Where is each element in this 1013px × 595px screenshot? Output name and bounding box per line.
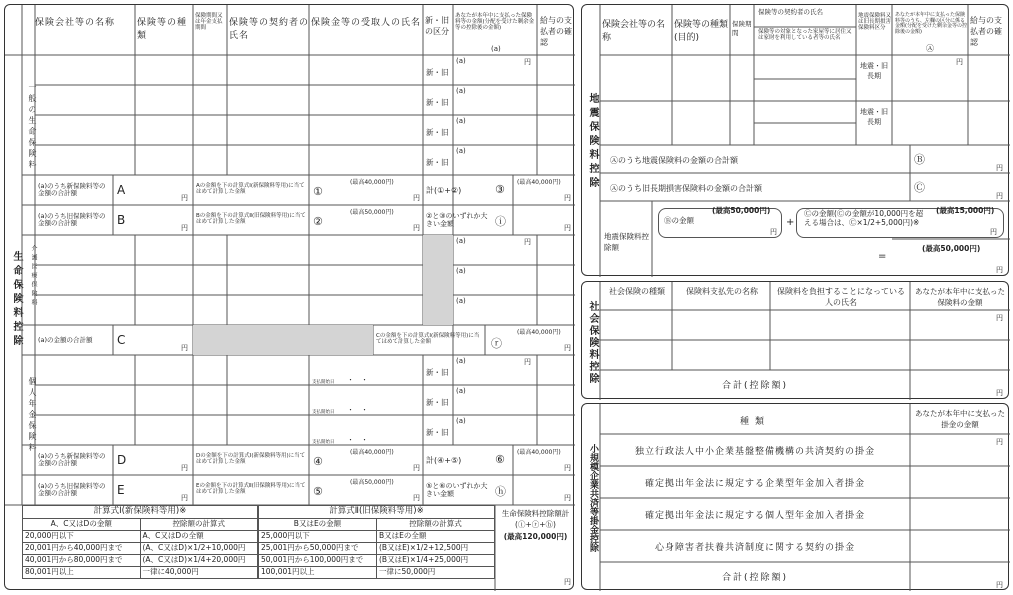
yen-i: 円: [564, 224, 571, 232]
q-sum-b: Ⓐのうち地震保険料の金額の合計額: [610, 156, 738, 165]
q-sum-c: Ⓐのうち旧長期損害保険料の金額の合計額: [610, 184, 762, 193]
formula1-r1-c0: 20,001円から40,000円まで: [23, 542, 141, 554]
row-c-label: (a)の金額の合計額: [38, 336, 93, 344]
choose-23: ②と③のいずれか大きい金額: [426, 212, 488, 228]
q-b-yen: 円: [770, 228, 777, 236]
letter-a: A: [117, 183, 126, 197]
gray-cell-1: [423, 235, 453, 325]
q-b-amount: Ⓑの金額: [664, 216, 694, 225]
formula2-col4: 控除額の計算式: [377, 518, 495, 530]
calc-e: Eの金額を下の計算式Ⅱ(旧保険料等用)に当てはめて計算した金額: [196, 483, 306, 496]
pen2-dots: ・ ・: [347, 406, 368, 414]
q-yen-c: 円: [996, 192, 1003, 200]
pen1-start: 支払開始日: [312, 380, 335, 385]
q-c-formula: Ⓒの金額(Ⓒの金額が10,000円を超える場合は、Ⓒ×1/2+5,000円)※: [804, 209, 924, 227]
row4-new-old[interactable]: 新・旧: [426, 158, 449, 167]
social-section-label: 社会保険料控除: [587, 301, 598, 385]
q-yen-b: 円: [996, 164, 1003, 172]
yen-5: 円: [413, 494, 420, 502]
circle-ha: ⓗ: [495, 485, 506, 498]
formula2-col3: B又はEの金額: [259, 518, 377, 530]
q-kind-1[interactable]: 地震・旧長期: [860, 62, 888, 80]
letter-e: E: [117, 483, 125, 497]
life-section-label: 生命保険料控除: [11, 251, 22, 349]
formula1-col2: 控除額の計算式: [140, 518, 258, 530]
formula1-table: [22, 505, 258, 579]
small-business-panel: [581, 403, 1009, 590]
row1-yen: 円: [524, 58, 531, 66]
formula2-table: [258, 505, 495, 579]
letter-d: D: [117, 453, 127, 467]
hdr-type: 保険等の種類: [137, 18, 188, 41]
hdr-new-old: 新・旧の区分: [425, 16, 449, 36]
med3-a: (a): [456, 297, 466, 305]
hdr-company: 保険会社等の名称: [35, 18, 116, 28]
life-grid: [5, 5, 575, 591]
hdr-payer: 給与の支払者の確認: [540, 16, 572, 47]
circle-ro: ⓡ: [491, 337, 502, 350]
formula1-r3-c1: 一律に40,000円: [140, 566, 258, 578]
sm-total: 合計(控除額): [721, 573, 789, 583]
pen1-a: (a): [456, 357, 466, 365]
max-40000-3: (最高40,000円): [517, 179, 561, 186]
letter-b: B: [117, 213, 126, 227]
total-deduction-label: 生命保険料控除額計(ⓘ+ⓡ+ⓗ): [501, 509, 570, 529]
circle-i: ⓘ: [495, 215, 506, 228]
yen-6: 円: [564, 464, 571, 472]
total-45: 計(④+⑤): [426, 456, 462, 465]
sm-total-yen: 円: [996, 581, 1003, 589]
pen2-new-old[interactable]: 新・旧: [426, 398, 449, 407]
q-equal: =: [878, 251, 887, 262]
yen-ha: 円: [564, 494, 571, 502]
yen-3: 円: [564, 194, 571, 202]
pen1-dots: ・ ・: [347, 376, 368, 384]
calc-d: Dの金額を下の計算式Ⅰ(新保険料等用)に当てはめて計算した金額: [196, 453, 306, 466]
med1-a: (a): [456, 237, 466, 245]
max-40000-d: (最高40,000円): [350, 449, 394, 456]
pen3-new-old[interactable]: 新・旧: [426, 428, 449, 437]
q-hdr-period: 保険期間: [732, 20, 752, 37]
q-hdr-amount: あなたが本年中に支払った保険料等のうち、左欄の区分に係る金額(分配を受けた剰余金等の控除後の金額): [895, 12, 967, 35]
circle-5: ⑤: [313, 485, 323, 498]
small-section-label: 小規模企業共済等掛金控除: [588, 443, 598, 552]
row-e-yen: 円: [181, 494, 188, 502]
s-hdr-payee: 保険料支払先の名称: [686, 287, 758, 296]
pen3-a: (a): [456, 417, 466, 425]
general-label: 一般の生命保険料: [28, 83, 37, 171]
medical-label: 介護医療保険料: [30, 245, 37, 308]
row-b-yen: 円: [181, 224, 188, 232]
max-50000-2: (最高50,000円): [350, 209, 394, 216]
med1-yen: 円: [524, 238, 531, 246]
pension-label: 個人年金保険料: [28, 377, 37, 454]
med2-a: (a): [456, 267, 466, 275]
row-d-yen: 円: [181, 464, 188, 472]
formula1-r1-c1: (A、C又はD)×1/2+10,000円: [140, 542, 258, 554]
formula2-r0-c1: B又はEの全額: [377, 530, 495, 542]
sm-item-0: 独立行政法人中小企業基盤整備機構の共済契約の掛金: [634, 447, 875, 457]
max-40000-6: (最高40,000円): [517, 449, 561, 456]
formula2-r2-c0: 50,001円から100,000円まで: [259, 554, 377, 566]
formula1-r2-c1: (A、C又はD)×1/4+20,000円: [140, 554, 258, 566]
q-hdr-amount-mark: Ⓐ: [926, 44, 934, 53]
pen2-a: (a): [456, 387, 466, 395]
small-grid: [582, 404, 1010, 591]
q-hdr-company: 保険会社等の名称: [602, 20, 666, 43]
row-a-yen: 円: [181, 194, 188, 202]
max-40000-1: (最高40,000円): [350, 179, 394, 186]
circle-2: ②: [313, 215, 323, 228]
row-c-yen: 円: [181, 344, 188, 352]
earthquake-panel: [581, 4, 1009, 276]
hdr-amount: あなたが本年中に支払った保険料等の金額(分配を受けた剰余金等の控除後の金額): [455, 13, 535, 32]
row3-new-old[interactable]: 新・旧: [426, 128, 449, 137]
formula2-title: 計算式Ⅱ(旧保険料等用)※: [259, 506, 495, 519]
formula1-title: 計算式Ⅰ(新保険料等用)※: [23, 506, 258, 519]
pen1-new-old[interactable]: 新・旧: [426, 368, 449, 377]
row1-a: (a): [456, 57, 466, 65]
calc-b: Bの金額を下の計算式Ⅱ(旧保険料等用)に当てはめて計算した金額: [196, 213, 306, 226]
row2-a: (a): [456, 87, 466, 95]
formula1-col1: A、C又はDの金額: [23, 518, 141, 530]
row3-a: (a): [456, 117, 466, 125]
q-deduction-label: 地震保険料控除額: [604, 232, 649, 252]
sm-hdr-kind: 種類: [739, 417, 770, 427]
formula1-r0-c0: 20,000円以下: [23, 530, 141, 542]
total-12: 計(①+②): [426, 186, 462, 195]
q-yen-1: 円: [956, 58, 963, 66]
q-mark-c: Ⓒ: [914, 181, 925, 194]
q-kind-2[interactable]: 地震・旧長期: [860, 108, 888, 126]
sm-item-2: 確定拠出年金法に規定する個人型年金加入者掛金: [644, 511, 865, 521]
total-deduction-max: (最高120,000円): [503, 532, 568, 541]
hdr-amount-mark: (a): [491, 45, 501, 53]
letter-c: C: [117, 333, 126, 347]
row2-new-old[interactable]: 新・旧: [426, 98, 449, 107]
q-hdr-kind: 地震保険料又は旧長期損害保険料区分: [858, 13, 892, 32]
pen2-start: 支払開始日: [312, 410, 335, 415]
s-yen-1: 円: [996, 314, 1003, 322]
row-a-label: (a)のうち新保険料等の金額の合計額: [38, 182, 106, 198]
pen3-dots: ・ ・: [347, 436, 368, 444]
circle-6: ⑥: [495, 453, 505, 466]
q-max-50000: (最高50,000円): [712, 206, 771, 215]
sm-item-1: 確定拠出年金法に規定する企業型年金加入者掛金: [644, 479, 865, 489]
formula2-r2-c1: (B又はE)×1/4+25,000円: [377, 554, 495, 566]
q-hdr-type: 保険等の種類(目的): [674, 20, 729, 43]
circle-4: ④: [313, 455, 323, 468]
circle-3: ③: [495, 183, 505, 196]
row-e-label: (a)のうち旧保険料等の金額の合計額: [38, 482, 106, 498]
sm-yen-0: 円: [996, 438, 1003, 446]
row-b-label: (a)のうち旧保険料等の金額の合計額: [38, 212, 106, 228]
total-deduction-yen: 円: [564, 578, 571, 586]
formula1-r2-c0: 40,001円から80,000円まで: [23, 554, 141, 566]
social-panel: [581, 281, 1009, 399]
max-40000-c: (最高40,000円): [517, 329, 561, 336]
formula2-r3-c1: 一律に50,000円: [377, 566, 495, 578]
s-hdr-bearer: 保険料を負担することになっている人の氏名: [777, 287, 905, 307]
choose-56: ⑤と⑥のいずれか大きい金額: [426, 482, 488, 498]
yen-2: 円: [413, 224, 420, 232]
q-hdr-payer: 給与の支払者の確認: [970, 16, 1002, 47]
q-hdr-contractor: 保険等の契約者の氏名: [758, 8, 823, 16]
q-result-yen: 円: [996, 266, 1003, 274]
calc-a: Aの金額を下の計算式Ⅰ(新保険料等用)に当てはめて計算した金額: [196, 183, 305, 196]
s-hdr-amount: あなたが本年中に支払った保険料の金額: [915, 287, 1005, 307]
formula2-r0-c0: 25,000円以下: [259, 530, 377, 542]
pen3-start: 支払開始日: [312, 440, 335, 445]
s-total: 合計(控除額): [721, 381, 789, 391]
q-hdr-insured: 保険等の対象となった家屋等に居住又は家財を利用している者等の氏名: [758, 29, 852, 42]
pen1-yen: 円: [524, 358, 531, 366]
s-total-yen: 円: [996, 389, 1003, 397]
yen-1: 円: [413, 194, 420, 202]
row-d-label: (a)のうち新保険料等の金額の合計額: [38, 452, 106, 468]
formula1-r3-c0: 80,001円以上: [23, 566, 141, 578]
q-max-15000: (最高15,000円): [936, 206, 995, 215]
hdr-period: 保険期間又は年金支払期間: [195, 13, 223, 32]
circle-1: ①: [313, 185, 323, 198]
gray-cell-2: [193, 325, 373, 355]
formula2-r3-c0: 100,001円以上: [259, 566, 377, 578]
yen-ro: 円: [564, 344, 571, 352]
formula1-r0-c1: A、C又はDの全額: [140, 530, 258, 542]
formula2-r1-c0: 25,001円から50,000円まで: [259, 542, 377, 554]
formula2-r1-c1: (B又はE)×1/2+12,500円: [377, 542, 495, 554]
q-result-max: (最高50,000円): [922, 244, 981, 253]
sm-hdr-amount: あなたが本年中に支払った掛金の金額: [915, 409, 1005, 429]
sm-item-3: 心身障害者扶養共済制度に関する契約の掛金: [654, 543, 855, 553]
q-mark-b: Ⓑ: [914, 153, 925, 166]
hdr-contractor: 保険等の契約者の氏名: [229, 18, 310, 41]
row4-a: (a): [456, 147, 466, 155]
s-hdr-kind: 社会保険の種類: [609, 287, 665, 296]
quake-section-label: 地震保険料控除: [587, 93, 598, 191]
row1-new-old[interactable]: 新・旧: [426, 68, 449, 77]
q-plus: +: [786, 217, 795, 228]
calc-c: Cの金額を下の計算式Ⅰ(新保険料等用)に当てはめて計算した金額: [376, 333, 480, 346]
life-insurance-panel: [4, 4, 574, 590]
yen-4: 円: [413, 464, 420, 472]
max-50000-e: (最高50,000円): [350, 479, 394, 486]
q-c-yen: 円: [990, 228, 997, 236]
hdr-recipient: 保険金等の受取人の氏名: [311, 18, 422, 28]
